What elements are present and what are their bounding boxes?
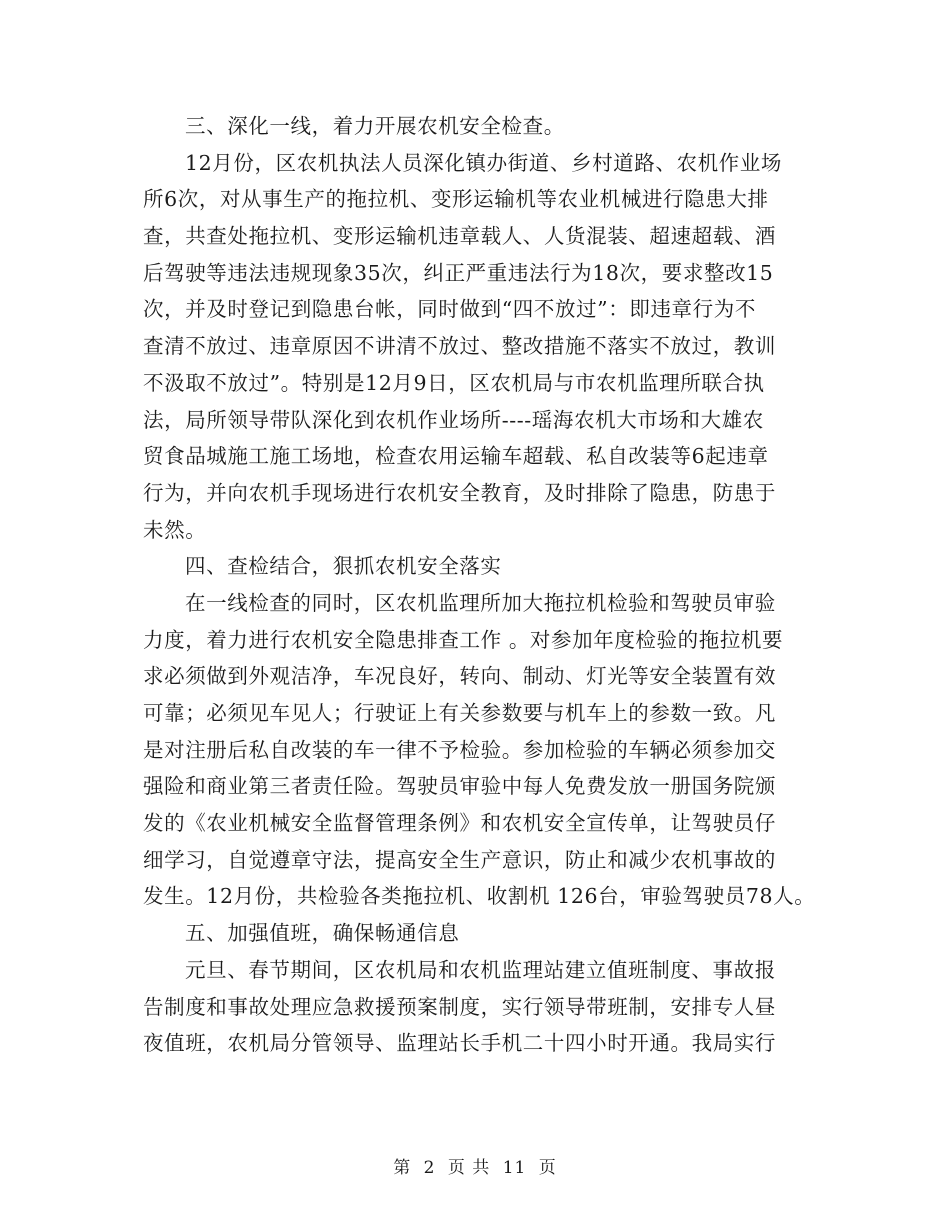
paragraph-line: 告制度和事故处理应急救援预案制度，实行领导带班制，安排专人昼: [143, 994, 776, 1019]
page-footer: [0, 1153, 950, 1178]
paragraph-line: 不汲取不放过”。特别是12月9日，区农机局与市农机监理所联合执: [143, 370, 765, 395]
total-pages: 11: [502, 1158, 527, 1178]
section-heading-3: 三、深化一线，着力开展农机安全检查。: [185, 114, 565, 138]
paragraph-line: 可靠；必须见车见人；行驶证上有关参数要与机车上的参数一致。凡: [143, 701, 776, 725]
paragraph-line: 法，局所领导带队深化到农机作业场所----瑶海农机大市场和大雄农: [143, 407, 764, 432]
paragraph-line: 次，并及时登记到隐患台帐，同时做到“四不放过”：即违章行为不: [143, 297, 756, 322]
paragraph-line: 所6次，对从事生产的拖拉机、变形运输机等农业机械进行隐患大排: [143, 187, 769, 212]
paragraph-line: 行为，并向农机手现场进行农机安全教育，及时排除了隐患，防患于: [143, 480, 776, 505]
paragraph-line: 未然。: [143, 517, 207, 542]
paragraph-line: 12月份，区农机执法人员深化镇办街道、乡村道路、农机作业场: [185, 150, 782, 175]
paragraph-line: 强险和商业第三者责任险。驾驶员审验中每人免费发放一册国务院颁: [143, 774, 776, 799]
paragraph-line: 查清不放过、违章原因不讲清不放过、整改措施不落实不放过，教训: [143, 334, 776, 359]
paragraph-line: 元旦、春节期间，区农机局和农机监理站建立值班制度、事故报: [185, 957, 776, 982]
paragraph-line: 贸食品城施工施工场地，检查农用运输车超载、私自改装等6起违章: [143, 444, 769, 469]
page-number: 2: [423, 1158, 436, 1178]
paragraph-line: 求必须做到外观洁净，车况良好，转向、制动、灯光等安全装置有效: [143, 664, 776, 689]
paragraph-line: 发的《农业机械安全监督管理条例》和农机安全宣传单，让驾驶员仔: [143, 811, 776, 836]
paragraph-line: 细学习，自觉遵章守法，提高安全生产意识，防止和减少农机事故的: [143, 847, 776, 872]
paragraph-line: 查，共查处拖拉机、变形运输机违章载人、人货混装、超速超载、酒: [143, 224, 776, 249]
paragraph-line: 在一线检查的同时，区农机监理所加大拖拉机检验和驾驶员审验: [185, 590, 776, 615]
section-heading-5: 五、加强值班，确保畅通信息: [185, 921, 460, 946]
page-label-middle: 页 共: [447, 1158, 491, 1178]
page-label-prefix: 第: [393, 1158, 412, 1178]
paragraph-line: 后驾驶等违法违规现象35次，纠正严重违法行为18次，要求整改15: [143, 260, 774, 285]
paragraph-line: 力度，着力进行农机安全隐患排查工作 。对参加年度检验的拖拉机要: [143, 627, 784, 652]
document-body: [143, 108, 815, 1062]
paragraph-line: 发生。12月份，共检验各类拖拉机、收割机 126台，审验驾驶员78人。: [143, 884, 816, 909]
section-heading-4: 四、查检结合，狠抓农机安全落实: [185, 554, 502, 579]
page-label-suffix: 页: [538, 1158, 557, 1178]
paragraph-line: 夜值班，农机局分管领导、监理站长手机二十四小时开通。我局实行: [143, 1031, 776, 1056]
paragraph-line: 是对注册后私自改装的车一律不予检验。参加检验的车辆必须参加交: [143, 737, 776, 762]
